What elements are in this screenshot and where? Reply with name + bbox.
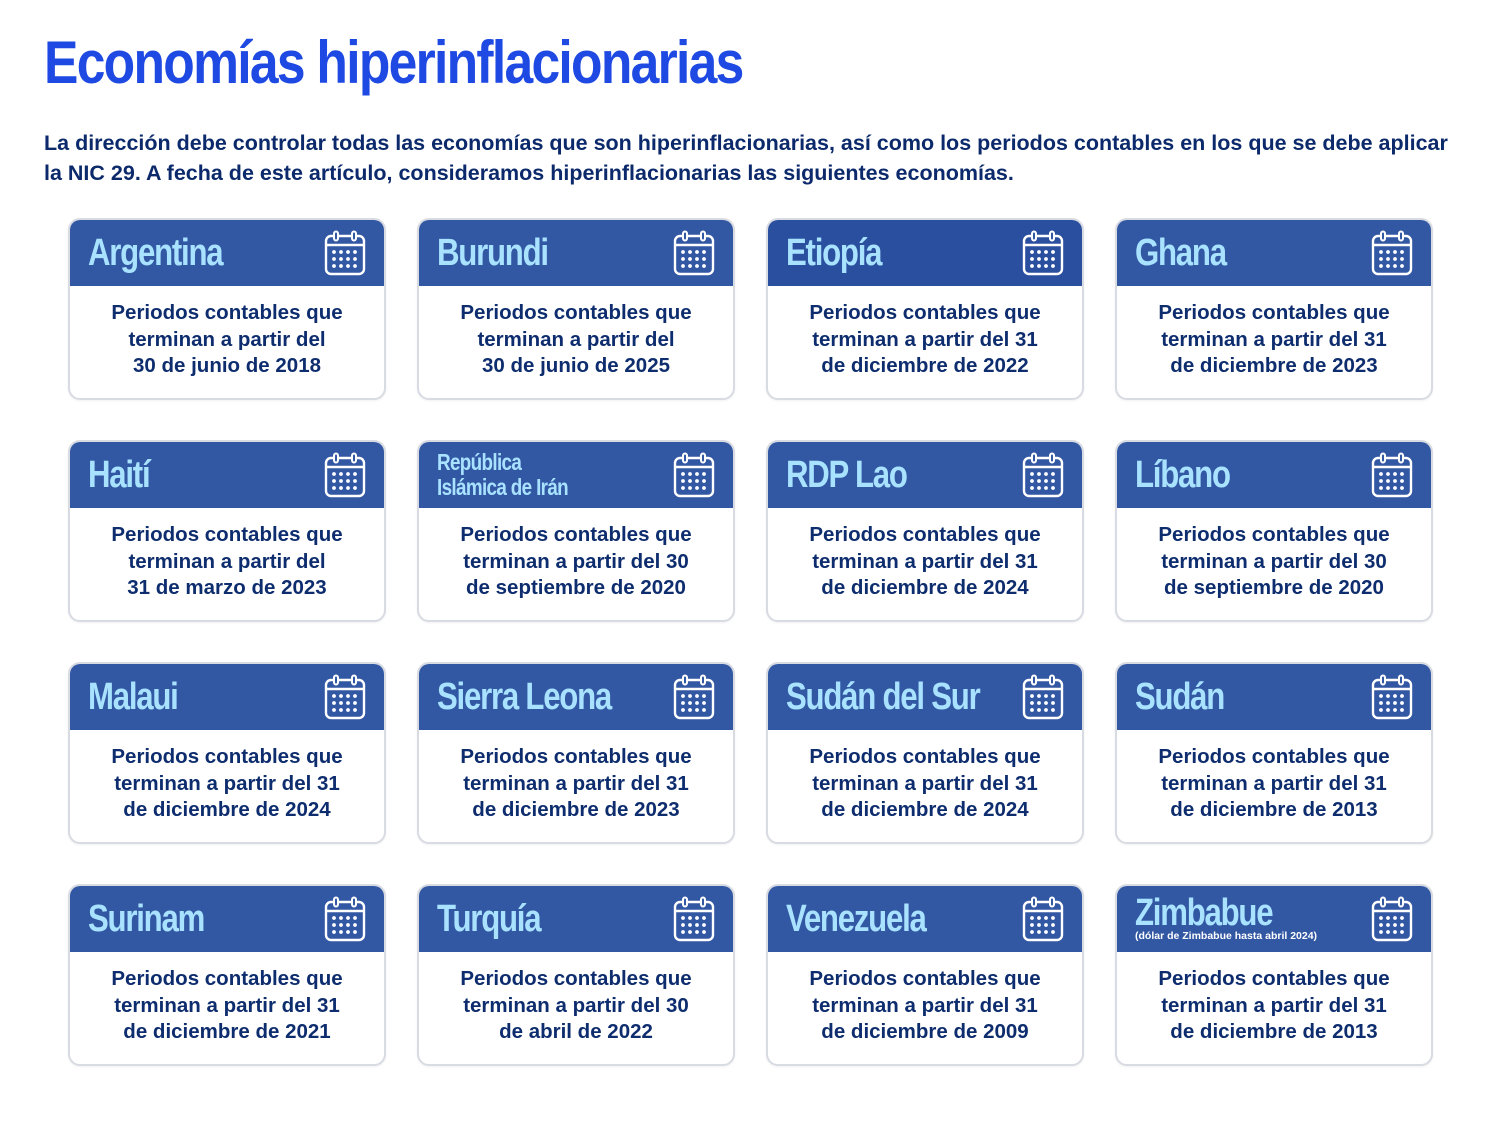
country-name: RDP Lao bbox=[786, 455, 907, 495]
country-name-wrap bbox=[1135, 455, 1251, 495]
country-card bbox=[417, 884, 735, 1066]
country-card bbox=[1115, 440, 1433, 622]
period-text: Periodos contables que terminan a partir del 31 de diciembre de 2023 bbox=[460, 745, 692, 822]
country-name: Venezuela bbox=[786, 899, 926, 939]
period-text: Periodos contables que terminan a partir del 30 de septiembre de 2020 bbox=[460, 523, 692, 600]
country-name-wrap bbox=[786, 899, 956, 939]
period-text: Periodos contables que terminan a partir del 31 de marzo de 2023 bbox=[111, 523, 343, 600]
country-card-header bbox=[1117, 886, 1431, 952]
country-card-header bbox=[768, 220, 1082, 286]
card-body bbox=[70, 952, 384, 1064]
country-name: Sudán del Sur bbox=[786, 677, 980, 717]
country-card bbox=[1115, 218, 1433, 400]
country-name: Sierra Leona bbox=[437, 677, 612, 717]
country-name: Burundi bbox=[437, 233, 548, 273]
period-text: Periodos contables que terminan a partir del 30 de junio de 2018 bbox=[111, 301, 343, 378]
country-name-wrap bbox=[1135, 896, 1317, 942]
period-text: Periodos contables que terminan a partir del 31 de diciembre de 2024 bbox=[809, 523, 1041, 600]
period-text: Periodos contables que terminan a partir del 31 de diciembre de 2013 bbox=[1158, 967, 1390, 1044]
country-name-wrap bbox=[437, 899, 563, 939]
period-text: Periodos contables que terminan a partir del 31 de diciembre de 2024 bbox=[111, 745, 343, 822]
country-card-header bbox=[768, 886, 1082, 952]
country-card-header bbox=[768, 442, 1082, 508]
country-card-header bbox=[70, 442, 384, 508]
country-name-wrap bbox=[437, 233, 572, 273]
country-card-header bbox=[1117, 220, 1431, 286]
country-card-header bbox=[419, 442, 733, 508]
card-body bbox=[70, 286, 384, 398]
card-body bbox=[1117, 730, 1431, 842]
country-name-wrap bbox=[88, 899, 230, 939]
country-name: Argentina bbox=[88, 233, 223, 273]
period-text: Periodos contables que terminan a partir del 30 de junio de 2025 bbox=[460, 301, 692, 378]
country-card bbox=[1115, 884, 1433, 1066]
country-card-header bbox=[70, 664, 384, 730]
country-card bbox=[766, 884, 1084, 1066]
country-card-header bbox=[419, 886, 733, 952]
card-body bbox=[419, 730, 733, 842]
calendar-icon bbox=[673, 896, 715, 942]
country-note: (dólar de Zimbabue hasta abril 2024) bbox=[1135, 930, 1318, 942]
calendar-icon bbox=[324, 896, 366, 942]
calendar-icon bbox=[673, 452, 715, 498]
country-name: Sudán bbox=[1135, 677, 1225, 717]
country-name-wrap bbox=[88, 233, 252, 273]
country-card bbox=[68, 218, 386, 400]
calendar-icon bbox=[1022, 674, 1064, 720]
country-card bbox=[417, 662, 735, 844]
country-card bbox=[68, 440, 386, 622]
country-card-header bbox=[768, 664, 1082, 730]
country-name: Zimbabue bbox=[1135, 896, 1273, 934]
country-name-wrap bbox=[786, 677, 1022, 717]
card-body bbox=[1117, 952, 1431, 1064]
period-text: Periodos contables que terminan a partir del 31 de diciembre de 2021 bbox=[111, 967, 343, 1044]
country-name-wrap bbox=[437, 677, 649, 717]
card-body bbox=[70, 730, 384, 842]
calendar-icon bbox=[1022, 452, 1064, 498]
country-card bbox=[766, 662, 1084, 844]
country-name: Líbano bbox=[1135, 455, 1230, 495]
country-name-wrap bbox=[786, 455, 933, 495]
country-name-wrap bbox=[1135, 677, 1244, 717]
period-text: Periodos contables que terminan a partir del 31 de diciembre de 2013 bbox=[1158, 745, 1390, 822]
calendar-icon bbox=[1371, 674, 1413, 720]
country-card-header bbox=[419, 664, 733, 730]
card-body bbox=[419, 952, 733, 1064]
country-name: Haití bbox=[88, 455, 150, 495]
calendar-icon bbox=[673, 674, 715, 720]
period-text: Periodos contables que terminan a partir del 31 de diciembre de 2024 bbox=[809, 745, 1041, 822]
card-body bbox=[1117, 286, 1431, 398]
country-name: Etiopía bbox=[786, 233, 882, 273]
country-card-header bbox=[1117, 442, 1431, 508]
calendar-icon bbox=[324, 230, 366, 276]
country-name: Turquía bbox=[437, 899, 541, 939]
country-name-wrap bbox=[437, 450, 597, 500]
calendar-icon bbox=[673, 230, 715, 276]
card-body bbox=[419, 508, 733, 620]
country-name-wrap bbox=[88, 455, 163, 495]
country-card bbox=[417, 440, 735, 622]
country-card bbox=[766, 440, 1084, 622]
country-name-wrap bbox=[786, 233, 902, 273]
country-name: Malaui bbox=[88, 677, 178, 717]
country-name: Surinam bbox=[88, 899, 205, 939]
country-name-wrap bbox=[1135, 233, 1246, 273]
country-name: República Islámica de Irán bbox=[437, 450, 569, 500]
card-body bbox=[768, 286, 1082, 398]
calendar-icon bbox=[1371, 452, 1413, 498]
period-text: Periodos contables que terminan a partir del 31 de diciembre de 2022 bbox=[809, 301, 1041, 378]
country-card bbox=[68, 884, 386, 1066]
calendar-icon bbox=[1371, 896, 1413, 942]
country-card bbox=[766, 218, 1084, 400]
country-card-header bbox=[70, 220, 384, 286]
card-body bbox=[419, 286, 733, 398]
card-body bbox=[70, 508, 384, 620]
country-name: Ghana bbox=[1135, 233, 1226, 273]
calendar-icon bbox=[324, 452, 366, 498]
page-title: Economías hiperinflacionarias bbox=[44, 29, 743, 96]
country-card-header bbox=[419, 220, 733, 286]
period-text: Periodos contables que terminan a partir del 30 de septiembre de 2020 bbox=[1158, 523, 1390, 600]
calendar-icon bbox=[324, 674, 366, 720]
period-text: Periodos contables que terminan a partir del 31 de diciembre de 2023 bbox=[1158, 301, 1390, 378]
intro-text: La dirección debe controlar todas las economías que son hiperinflacionarias, así como los periodos contables en los que se debe aplicar la NIC 29. A fecha de este artículo, consideramos hiperinflacionarias las siguientes economías. bbox=[44, 131, 1448, 185]
card-body bbox=[768, 730, 1082, 842]
card-body bbox=[1117, 508, 1431, 620]
card-body bbox=[768, 952, 1082, 1064]
country-grid bbox=[68, 218, 1433, 1066]
calendar-icon bbox=[1371, 230, 1413, 276]
country-card bbox=[417, 218, 735, 400]
country-card-header bbox=[1117, 664, 1431, 730]
country-card bbox=[68, 662, 386, 844]
country-card-header bbox=[70, 886, 384, 952]
card-body bbox=[768, 508, 1082, 620]
country-name-wrap bbox=[88, 677, 197, 717]
calendar-icon bbox=[1022, 230, 1064, 276]
period-text: Periodos contables que terminan a partir del 31 de diciembre de 2009 bbox=[809, 967, 1041, 1044]
calendar-icon bbox=[1022, 896, 1064, 942]
country-card bbox=[1115, 662, 1433, 844]
period-text: Periodos contables que terminan a partir del 30 de abril de 2022 bbox=[460, 967, 692, 1044]
